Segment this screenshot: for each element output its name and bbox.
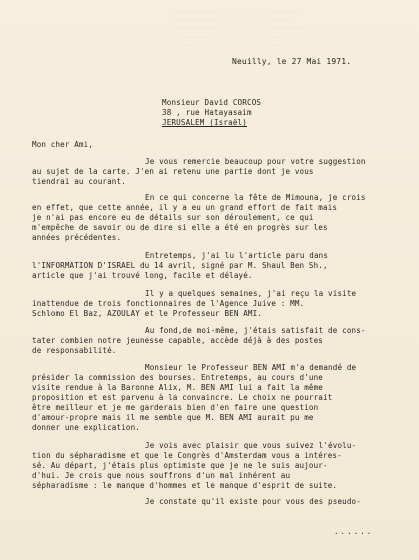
recipient-city: JERUSALEM (Israël) (162, 118, 247, 127)
p3-line: article que j'ai trouvé long, facile et délayé. (32, 271, 253, 280)
p3-line: Entretemps, j'ai lu l'article paru dans (145, 251, 329, 260)
p6-line: d'amour-propre mais il me semble que M. BEN AMI aurait pu me (32, 413, 314, 422)
p2-line: années précédentes. (32, 233, 122, 242)
letter-date: Neuilly, le 27 Mai 1971. (232, 57, 352, 66)
p4-line: inattendue de trois fonctionnaires de l'Agence Juive : MM. (32, 299, 305, 308)
salutation: Mon cher Ami, (32, 140, 94, 149)
p2-line: je n'ai pas encore eu de détails sur son déroulement, ce qui (32, 213, 314, 222)
recipient-name: Monsieur David CORCOS (162, 98, 262, 107)
p4-line: Il y a quelques semaines, j'ai reçu la visite (145, 289, 357, 298)
p4-line: Schlomo El Baz, AZOULAY et le Professeur BEN AMI. (32, 309, 262, 318)
p5-line: de responsabilité. (32, 346, 117, 355)
recipient-street: 38 , rue Hatayasaim (162, 108, 252, 117)
show-through-text: — — — — — — — — — — — — — — — — — — — — — — — — — — — — — — — — — — — — — — — — — — — — — — — — — — — — — — — — — — — — — — — — — — — — — — — — — — — — — — — — — — (175, 8, 306, 50)
p7-line: sépharadisme : le manque d'hommes et le manque d'esprit de suite. (32, 481, 338, 490)
p8-line: Je constate qu'il existe pour vous des pseudo- (145, 497, 361, 506)
p5-line: tater combien notre jeunesse capable, accède déjà à des postes (32, 336, 324, 345)
p2-line: En ce qui concerne la fête de Mimouna, je crois (145, 193, 366, 202)
p6-line: visite rendue à la Baronne Alix, M. BEN AMI lui a fait la même (32, 383, 324, 392)
p6-line: donner une explication. (32, 423, 140, 432)
p7-line: d'hui. Je crois que nous souffrons d'un mal inhérent au (32, 471, 291, 480)
p7-line: tion du sépharadisme et que le Congrès d'Amsterdam vous a intéres- (32, 451, 342, 460)
p6-line: proposition et est parvenu à la convaincre. Le choix ne pourrait (32, 393, 333, 402)
p1-line: tiendrai au courant. (32, 177, 126, 186)
p5-line: Au fond,de moi-même, j'étais satisfait de cons- (145, 326, 366, 335)
p2-line: en effet, que cette année, il y a eu un grand effort de fait mais (32, 203, 338, 212)
p6-line: Monsieur le Professeur BEN AMI m'a demandé de (145, 363, 357, 372)
p1-line: au sujet de la carte. J'en ai retenu une partie dont je vous (32, 167, 314, 176)
p6-line: être meilleur et je me garderais bien d'en faire une question (32, 403, 319, 412)
p7-line: Je vois avec plaisir que vous suivez l'évolu- (145, 441, 357, 450)
p3-line: l'INFORMATION D'ISRAEL du 14 avril, signé par M. Shaul Ben Sh., (32, 261, 328, 270)
p6-line: présider la commission des bourses. Entretemps, au cours d'une (32, 373, 324, 382)
continuation-marker: ...... (334, 527, 374, 536)
p1-line: Je vous remercie beaucoup pour votre suggestion (145, 157, 366, 166)
p2-line: m'empêche de savoir ou de dire si elle a été en progrès sur les (32, 223, 328, 232)
p7-line: sé. Au départ, j'étais plus optimiste que je ne le suis aujour- (32, 461, 328, 470)
